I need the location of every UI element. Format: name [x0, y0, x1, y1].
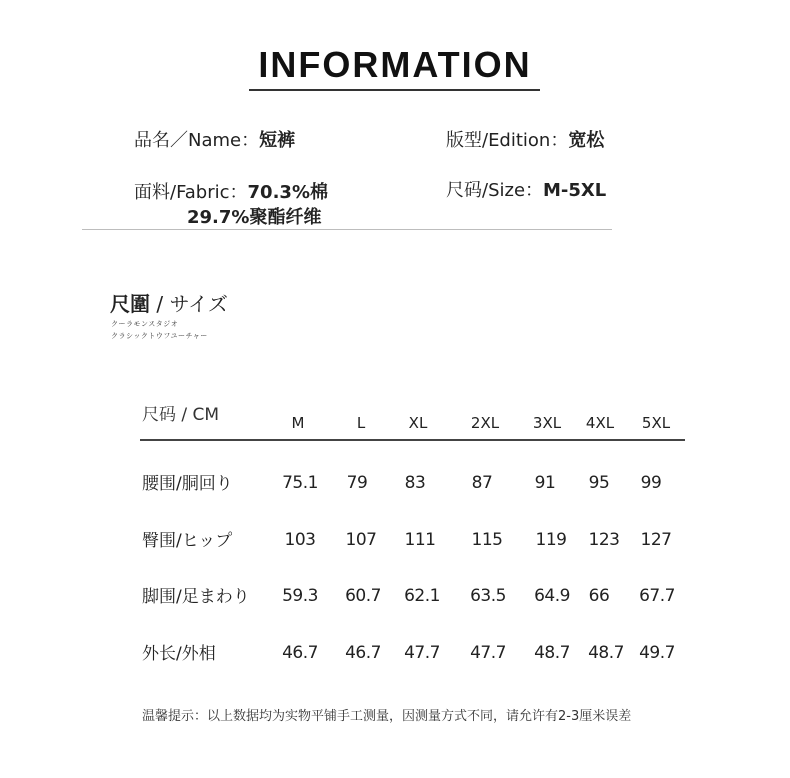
page-title: INFORMATION [258, 44, 532, 85]
info-edition-value: 宽松 [568, 130, 605, 151]
table-cell: 67.7 [639, 586, 675, 606]
column-header: 5XL [641, 414, 671, 432]
info-divider [82, 229, 612, 230]
table-cell: 127 [640, 530, 672, 550]
table-cell: 111 [404, 530, 436, 550]
column-header: XL [408, 414, 428, 432]
info-fabric-line-2 [187, 203, 321, 229]
table-cell: 91 [534, 473, 556, 493]
table-cell: 115 [471, 530, 503, 550]
info-edition-label: 版型/Edition： [446, 130, 569, 151]
table-header-rule [140, 439, 685, 441]
table-cell: 64.9 [534, 586, 570, 606]
table-cell: 83 [404, 473, 426, 493]
table-cell: 59.3 [282, 586, 318, 606]
table-cell: 60.7 [345, 586, 381, 606]
table-cell: 63.5 [470, 586, 506, 606]
table-cell: 66 [588, 586, 610, 606]
title-underline [249, 89, 540, 91]
table-cell: 47.7 [470, 643, 506, 663]
table-cell: 103 [284, 530, 316, 550]
table-cell: 49.7 [639, 643, 675, 663]
row-label-outseam: 外长/外相 [142, 644, 216, 664]
table-cell: 107 [345, 530, 377, 550]
info-size [446, 176, 606, 202]
info-name [134, 126, 295, 152]
column-header: 3XL [532, 414, 562, 432]
info-fabric-value-1: 70.3%棉 [247, 182, 328, 203]
info-fabric-value-2: 29.7%聚酯纤维 [187, 207, 322, 228]
row-label-hip: 臀围/ヒップ [142, 531, 233, 551]
table-cell: 47.7 [404, 643, 440, 663]
table-cell: 123 [588, 530, 620, 550]
table-cell: 48.7 [534, 643, 570, 663]
table-cell: 79 [346, 473, 368, 493]
column-header: 2XL [470, 414, 500, 432]
size-chart-heading [110, 288, 228, 317]
table-cell: 87 [471, 473, 493, 493]
measurement-note: 温馨提示：以上数据均为实物平铺手工测量，因测量方式不同，请允许有2-3厘米误差 [142, 709, 632, 724]
table-cell: 119 [535, 530, 567, 550]
table-cell: 95 [588, 473, 610, 493]
size-chart-subtitle-2: クラシックトウフユーチャー [111, 332, 208, 340]
table-cell: 99 [640, 473, 662, 493]
table-cell: 62.1 [404, 586, 440, 606]
row-label-leg-opening: 脚围/足まわり [142, 587, 250, 607]
column-header: L [356, 414, 366, 432]
unit-label: 尺码 / CM [142, 405, 220, 425]
table-cell: 46.7 [345, 643, 381, 663]
row-label-waist: 腰围/胴回り [142, 474, 233, 494]
info-size-value: M-5XL [543, 180, 607, 201]
column-header: 4XL [585, 414, 615, 432]
table-cell: 48.7 [588, 643, 624, 663]
info-fabric-label: 面料/Fabric： [134, 182, 248, 203]
info-name-label: 品名／Name： [134, 130, 260, 151]
info-fabric [134, 178, 328, 204]
size-chart-heading-rest: / サイズ [150, 292, 228, 316]
info-name-value: 短裤 [259, 130, 296, 151]
size-chart-subtitle-1: クーラモンスタジオ [111, 320, 179, 328]
column-header: M [291, 414, 305, 432]
info-size-label: 尺码/Size： [446, 180, 544, 201]
table-cell: 75.1 [282, 473, 318, 493]
table-cell: 46.7 [282, 643, 318, 663]
info-edition [446, 126, 604, 152]
size-chart-heading-bold: 尺圍 [110, 292, 150, 316]
